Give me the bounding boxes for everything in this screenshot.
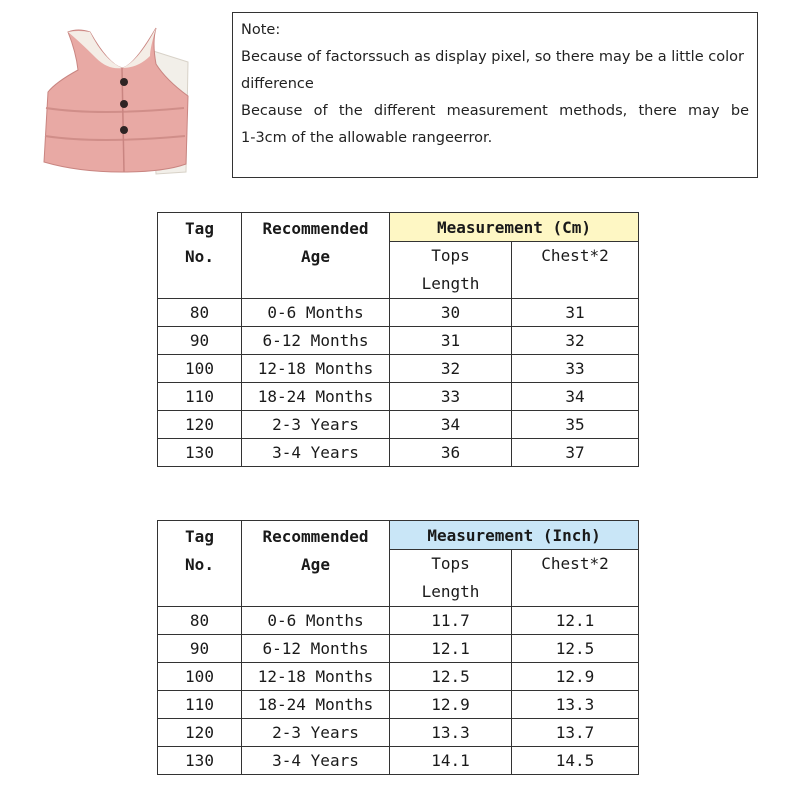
tops-length-cell: 33: [390, 383, 512, 411]
tops-length-cell: 34: [390, 411, 512, 439]
tops-header-line-2: Length: [421, 274, 480, 293]
chest-cell: 31: [512, 299, 639, 327]
age-cell: 6-12 Months: [242, 327, 390, 355]
age-cell: 6-12 Months: [242, 635, 390, 663]
chest-cell: 35: [512, 411, 639, 439]
table-row: [158, 747, 639, 775]
tops-header-line-1: Tops: [431, 246, 470, 265]
tag-no-cell: 120: [158, 411, 242, 439]
table-row: [158, 439, 639, 467]
chest-cell: 14.5: [512, 747, 639, 775]
tag-no-cell: 100: [158, 355, 242, 383]
age-cell: 18-24 Months: [242, 383, 390, 411]
tops-length-cell: 30: [390, 299, 512, 327]
table-row: [158, 719, 639, 747]
note-line-1: Because of factorssuch as display pixel, so there may be a little color: [241, 49, 744, 65]
tag-no-cell: 110: [158, 691, 242, 719]
age-header: [242, 213, 390, 299]
age-header-line-1: Recommended: [262, 527, 369, 546]
tag-header-line-1: Tag: [185, 219, 214, 238]
note-line-3: Because of the different measurement methods, there may be: [241, 103, 749, 119]
age-header: [242, 521, 390, 607]
tag-no-cell: 120: [158, 719, 242, 747]
tag-no-header: [158, 213, 242, 299]
size-table-inch: [157, 520, 639, 775]
size-table-cm: [157, 212, 639, 467]
age-header-line-2: Age: [301, 555, 330, 574]
measurement-header-cm: Measurement (Cm): [390, 213, 639, 242]
tops-length-cell: 13.3: [390, 719, 512, 747]
chest-cell: 32: [512, 327, 639, 355]
chest-cell: 12.5: [512, 635, 639, 663]
table-row: [158, 663, 639, 691]
tops-length-header: [390, 242, 512, 299]
age-cell: 2-3 Years: [242, 719, 390, 747]
age-header-line-2: Age: [301, 247, 330, 266]
chest-cell: 12.9: [512, 663, 639, 691]
tag-no-header: [158, 521, 242, 607]
tops-header-line-2: Length: [421, 582, 480, 601]
tag-no-cell: 110: [158, 383, 242, 411]
note-box: [232, 12, 758, 178]
table-row: [158, 411, 639, 439]
tops-length-cell: 14.1: [390, 747, 512, 775]
table-row: [158, 635, 639, 663]
tag-no-cell: 130: [158, 439, 242, 467]
table-row: [158, 327, 639, 355]
age-cell: 12-18 Months: [242, 663, 390, 691]
tag-no-cell: 80: [158, 299, 242, 327]
age-cell: 2-3 Years: [242, 411, 390, 439]
chest-cell: 34: [512, 383, 639, 411]
tag-no-cell: 130: [158, 747, 242, 775]
table-row: [158, 691, 639, 719]
table-row: [158, 607, 639, 635]
chest-cell: 13.7: [512, 719, 639, 747]
tag-no-cell: 100: [158, 663, 242, 691]
chest-cell: 37: [512, 439, 639, 467]
age-cell: 0-6 Months: [242, 299, 390, 327]
age-cell: 3-4 Years: [242, 439, 390, 467]
age-cell: 12-18 Months: [242, 355, 390, 383]
tag-header-line-1: Tag: [185, 527, 214, 546]
tops-length-cell: 12.1: [390, 635, 512, 663]
tag-header-line-2: No.: [185, 555, 214, 574]
age-header-line-1: Recommended: [262, 219, 369, 238]
table-row: [158, 355, 639, 383]
size-table-cm-body: [158, 299, 639, 467]
tops-length-cell: 12.5: [390, 663, 512, 691]
tag-header-line-2: No.: [185, 247, 214, 266]
chest-header: Chest*2: [512, 242, 639, 299]
table-row: [158, 383, 639, 411]
note-line-4: 1-3cm of the allowable rangeerror.: [241, 130, 493, 146]
tops-length-header: [390, 550, 512, 607]
chest-cell: 13.3: [512, 691, 639, 719]
tops-length-cell: 36: [390, 439, 512, 467]
tag-no-cell: 90: [158, 327, 242, 355]
tops-length-cell: 11.7: [390, 607, 512, 635]
tops-header-line-1: Tops: [431, 554, 470, 573]
chest-cell: 33: [512, 355, 639, 383]
tag-no-cell: 90: [158, 635, 242, 663]
tops-length-cell: 12.9: [390, 691, 512, 719]
tops-length-cell: 32: [390, 355, 512, 383]
note-title: Note:: [241, 22, 281, 38]
table-row: [158, 299, 639, 327]
measurement-header-inch: Measurement (Inch): [390, 521, 639, 550]
tops-length-cell: 31: [390, 327, 512, 355]
chest-header: Chest*2: [512, 550, 639, 607]
chest-cell: 12.1: [512, 607, 639, 635]
age-cell: 3-4 Years: [242, 747, 390, 775]
product-vest-image: [38, 12, 208, 182]
note-line-2: difference: [241, 76, 314, 92]
age-cell: 18-24 Months: [242, 691, 390, 719]
age-cell: 0-6 Months: [242, 607, 390, 635]
size-table-inch-body: [158, 607, 639, 775]
tag-no-cell: 80: [158, 607, 242, 635]
